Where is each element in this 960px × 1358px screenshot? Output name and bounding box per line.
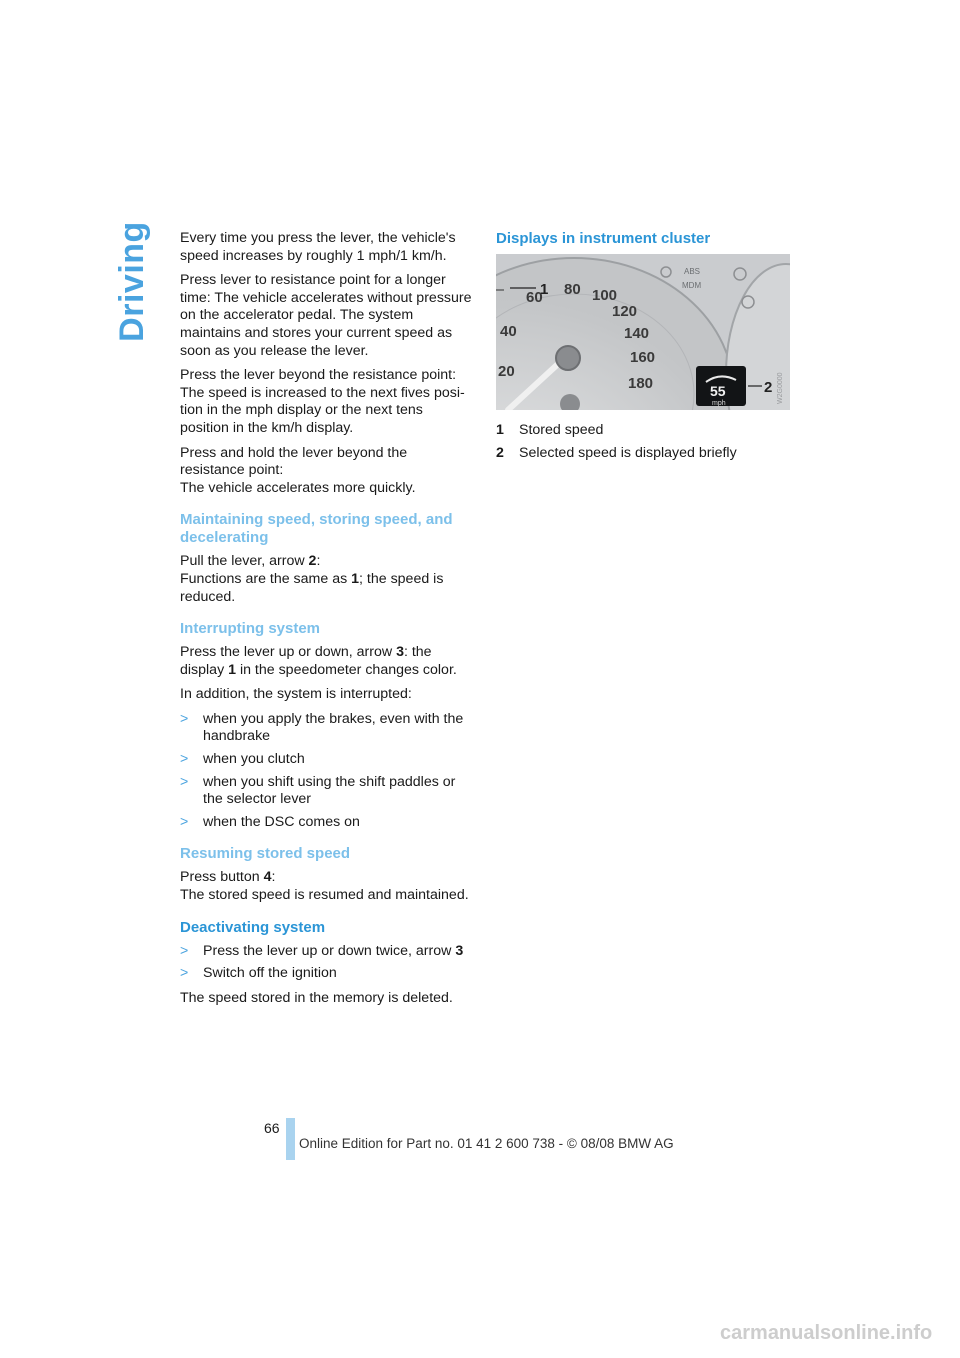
paragraph: Every time you press the lever, the vehicle's speed increases by roughly 1 mph/1 km/h. [180,230,456,264]
legend-item [496,445,791,463]
list-item-text: when the DSC comes on [203,813,360,830]
paragraph: Press the lever beyond the resistance point: The speed is increased to the next fives posi- tion in the mph display or the next tens position in the km/h display. [180,367,465,436]
scale-label: 120 [612,303,638,320]
list-item-text: Switch off the ignition [203,965,337,982]
heading-resuming-speed: Resuming stored speed [180,845,351,863]
arrow-number: 1 [351,570,360,587]
abs-label: ABS [684,267,701,276]
deactivate-list [180,943,475,983]
scale-label: 140 [624,325,650,342]
figure-code: W2G0000 [777,372,784,404]
scale-label: 60 [526,289,543,306]
text-run: in the speedometer changes color. [236,661,457,678]
text-run: Functions are the same as [180,570,352,587]
watermark: carmanualsonline.info [720,1322,933,1344]
list-item-text: Press the lever up or down twice, arrow [203,942,456,959]
paragraph [180,553,475,606]
scale-label: 180 [628,375,654,392]
text-run: : [316,553,321,570]
paragraph: Press lever to resistance point for a longer time: The vehicle accelerates without pressure on the accelerator pedal. The system maintains and stores your current speed as soon as you release the lever. [180,272,472,359]
paragraph [180,445,475,498]
bullet-icon: > [180,942,189,959]
paragraph [180,869,475,904]
bullet-icon: > [180,965,189,982]
text-run: : [271,869,276,886]
text-run: Press button [180,869,264,886]
text-run: The stored speed is resumed and maintained. [180,887,469,904]
footer-accent-bar [286,1118,295,1160]
speed-unit: mph [712,400,726,407]
footer-text: Online Edition for Part no. 01 41 2 600 738 - © 08/08 BMW AG [299,1136,674,1151]
text-run: Pull the lever, arrow [180,553,309,570]
instrument-cluster-illustration [496,254,790,410]
button-number: 4 [263,869,272,886]
list-item [180,711,475,746]
list-item-text: when you apply the brakes, even with the handbrake [203,710,464,745]
scale-label: 100 [592,287,618,304]
arrow-number: 2 [308,553,317,570]
arrow-number: 3 [396,644,404,661]
paragraph [180,644,475,679]
list-item [180,774,475,809]
legend-item [496,422,791,440]
heading-deactivating-system: Deactivating system [180,918,326,936]
arrow-number: 3 [455,942,464,959]
paragraph-line: The vehicle accelerates more quickly. [180,479,416,496]
display-number: 1 [228,661,236,678]
bullet-icon: > [180,751,189,768]
legend-number: 2 [496,444,504,461]
bullet-icon: > [180,710,189,727]
interrupt-list [180,711,475,832]
scale-label: 20 [498,363,515,380]
section-tab [108,220,156,342]
list-item-text: when you shift using the shift paddles or the selector lever [203,773,456,808]
section-title: Driving [112,220,151,342]
scale-label: 160 [630,349,656,366]
heading-interrupting-system: Interrupting system [180,620,321,638]
scale-label: 80 [564,281,581,298]
list-item [180,814,475,832]
callout-1: 1 [540,281,549,298]
speed-value: 55 [710,383,726,399]
bullet-icon: > [180,813,189,830]
right-column [496,230,791,467]
callout-2: 2 [764,379,773,396]
page-number: 66 [264,1120,280,1136]
heading-displays: Displays in instrument cluster [496,230,711,247]
list-item [180,943,475,961]
paragraph: In addition, the system is interrupted: [180,686,412,703]
legend-number: 1 [496,422,504,438]
list-item-text: when you clutch [203,751,305,768]
text-run: ; the speed is reduced. [180,570,444,605]
heading-maintaining-speed: Maintaining speed, storing speed, and decelerating [180,511,453,547]
instrument-cluster-photo [496,254,790,410]
legend-text: Stored speed [519,422,604,438]
paragraph: The speed stored in the memory is deleted. [180,989,453,1006]
text-run: Press the lever up or down, arrow [180,644,397,661]
list-item [180,965,475,983]
text-run: : the display [180,644,432,678]
legend-text: Selected speed is displayed briefly [519,444,737,461]
bullet-icon: > [180,773,189,790]
mdm-label: MDM [682,281,702,290]
scale-label: 40 [500,323,517,340]
list-item [180,751,475,769]
left-column [180,230,475,1014]
paragraph-line: Press and hold the lever beyond the resistance point: [180,444,408,479]
